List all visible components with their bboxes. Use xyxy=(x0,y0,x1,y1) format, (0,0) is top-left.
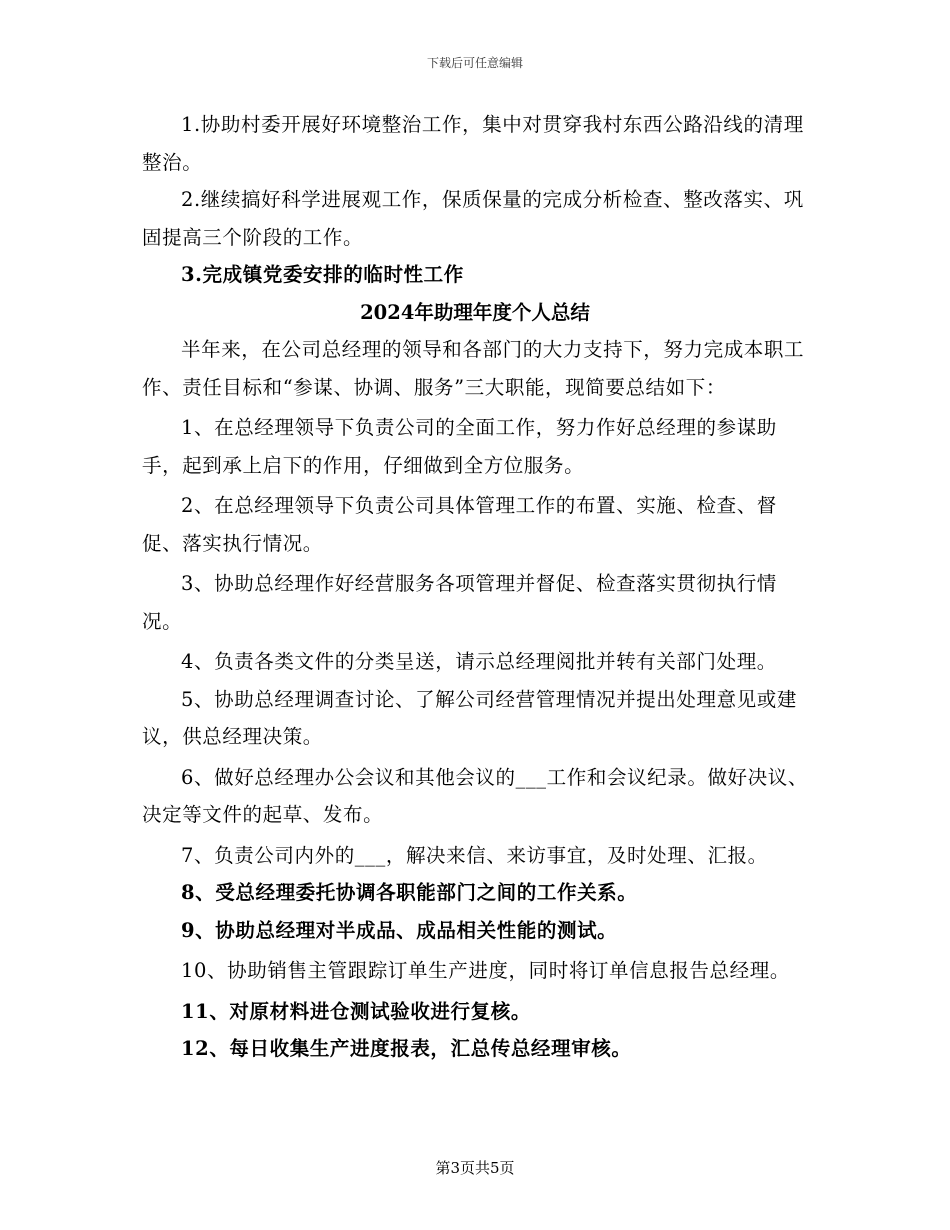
list-item: 3.完成镇党委安排的临时性工作 xyxy=(181,263,464,286)
list-item: 12、每日收集生产进度报表，汇总传总经理审核。 xyxy=(181,1037,632,1060)
list-item: 1.协助村委开展好环境整治工作，集中对贯穿我村东西公路沿线的清理整治。 xyxy=(142,113,804,174)
document-title: 2024年助理年度个人总结 xyxy=(360,300,590,324)
document-body xyxy=(142,106,808,1068)
intro-paragraph: 半年来，在公司总经理的领导和各部门的大力支持下，努力完成本职工作、责任目标和“参谋、协调、服务”三大职能，现简要总结如下： xyxy=(142,338,805,399)
list-item: 1、在总经理领导下负责公司的全面工作，努力作好总经理的参谋助手，起到承上启下的作用，仔细做到全方位服务。 xyxy=(142,416,777,477)
list-item: 6、做好总经理办公会议和其他会议的___工作和会议纪录。做好决议、决定等文件的起草、发布。 xyxy=(142,765,808,826)
list-item: 11、对原材料进仓测试验收进行复核。 xyxy=(181,999,531,1023)
list-item: 9、协助总经理对半成品、成品相关性能的测试。 xyxy=(181,918,618,942)
list-item: 5、协助总经理调查讨论、了解公司经营管理情况并提出处理意见或建议，供总经理决策。 xyxy=(142,687,798,748)
list-item: 10、协助销售主管跟踪订单生产进度，同时将订单信息报告总经理。 xyxy=(181,959,790,982)
list-item: 7、负责公司内外的___，解决来信、来访事宜，及时处理、汇报。 xyxy=(181,843,768,867)
list-item: 2.继续搞好科学进展观工作，保质保量的完成分析检查、整改落实、巩固提高三个阶段的工作。 xyxy=(142,188,804,249)
list-item: 2、在总经理领导下负责公司具体管理工作的布置、实施、检查、督促、落实执行情况。 xyxy=(142,494,777,555)
list-item: 4、负责各类文件的分类呈送，请示总经理阅批并转有关部门处理。 xyxy=(181,650,777,673)
list-item: 8、受总经理委托协调各职能部门之间的工作关系。 xyxy=(181,881,638,904)
page-footer: 第3页共5页 xyxy=(435,1159,515,1177)
list-item: 3、协助总经理作好经营服务各项管理并督促、检查落实贯彻执行情况。 xyxy=(142,572,777,633)
page-header: 下载后可任意编辑 xyxy=(426,56,523,70)
